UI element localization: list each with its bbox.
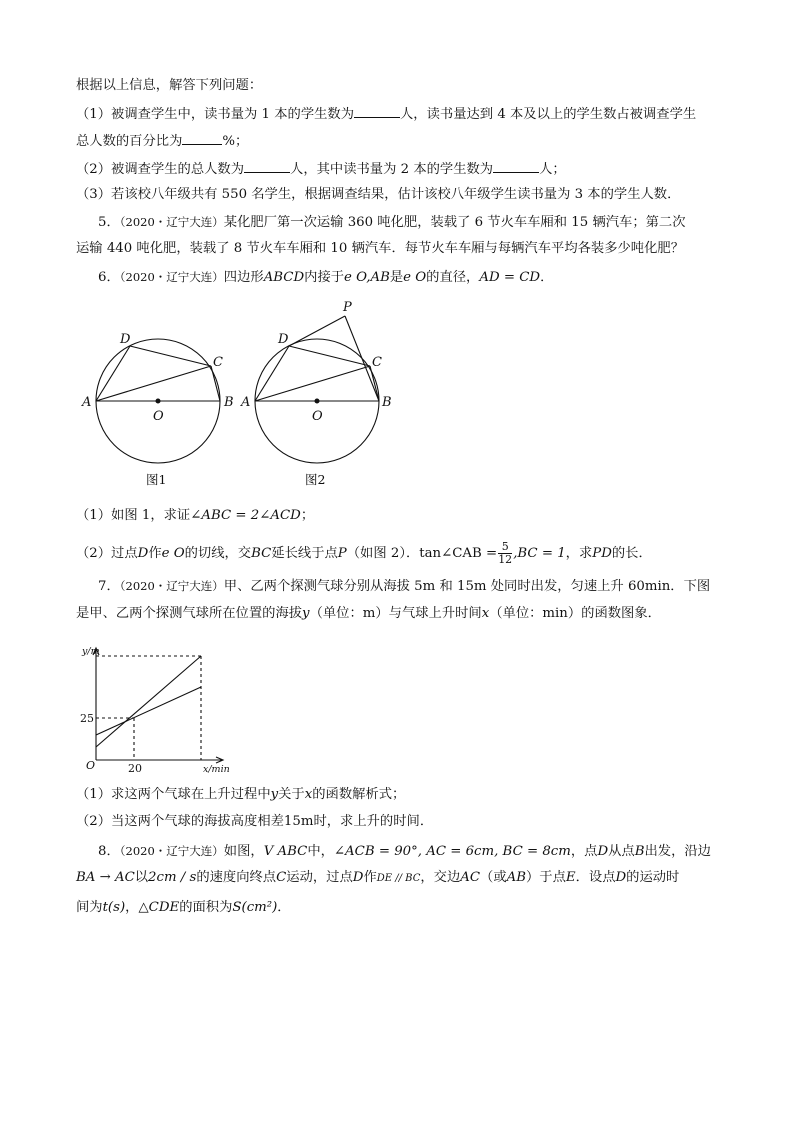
- q6-part1: [76, 507, 314, 525]
- label-o: O: [312, 409, 323, 424]
- q4-p1-text-b: 人，读书量达到 4 本及以上的学生数占被调查学生: [400, 107, 697, 122]
- fraction-denominator: 12: [498, 553, 513, 566]
- q4-p1-text-d: %；: [222, 134, 249, 149]
- q4-p1-text-c: 总人数的百分比为: [76, 134, 183, 149]
- q6-math: AD = CD: [479, 270, 541, 285]
- q8-math: ∠ACB = 90°, AC = 6cm, BC = 8cm: [333, 844, 571, 859]
- q8-math: 2cm / s: [148, 870, 197, 885]
- q8-text: ，点: [570, 844, 598, 859]
- q6-text: 四边形: [223, 270, 264, 285]
- q8-text: 运动，过点: [286, 870, 353, 885]
- q6-text: 是: [389, 270, 404, 285]
- q6-p2-math: ,BC = 1: [513, 546, 566, 561]
- q5-number: 5．: [98, 215, 120, 230]
- q4-part3: （3）若该校八年级共有 550 名学生，根据调查结果，估计该校八年级学生读书量为 3 本的学生人数．: [76, 187, 681, 202]
- q7-part2: （2）当这两个气球的海拔高度相差15m时，求上升的时间．: [76, 814, 434, 829]
- label-b: B: [224, 395, 234, 410]
- label-a: A: [241, 395, 251, 410]
- q4-p2-text-a: （2）被调查学生的总人数为: [76, 162, 245, 177]
- q6-text: 的直径，: [426, 270, 480, 285]
- q6-p2-text: （如图 2）．: [346, 546, 420, 561]
- center-point: [315, 399, 319, 403]
- q7-p1-math: y: [270, 787, 279, 802]
- q6-math: e O,: [344, 270, 371, 285]
- segment-ac: [255, 366, 370, 401]
- q8-math: D: [597, 844, 609, 859]
- q6-p2-math: D: [137, 546, 149, 561]
- q8-text: ．: [277, 900, 291, 915]
- q7-text: 是甲、乙两个探测气球所在位置的海拔: [76, 606, 303, 621]
- q6-math: AB: [370, 270, 390, 285]
- q7-line2: [76, 605, 661, 623]
- q8-text: 作: [363, 870, 377, 885]
- q7-line1: [98, 577, 710, 596]
- segment-cb: [211, 366, 220, 401]
- q8-math: AC: [460, 870, 481, 885]
- q8-text: 的面积为: [179, 900, 233, 915]
- q6-p2-text: 的长．: [611, 546, 652, 561]
- q7-math: y: [302, 606, 310, 621]
- q7-math: x: [481, 606, 490, 621]
- q6-p2-math: P: [337, 546, 347, 561]
- figure-2: [255, 316, 379, 463]
- q6-p2-text: 的切线，交: [184, 546, 252, 561]
- q8-math: t(s): [102, 900, 126, 915]
- center-point: [156, 399, 160, 403]
- q8-text: 如图，: [223, 844, 264, 859]
- q4-p2-text-c: 人；: [539, 162, 566, 177]
- q8-line2: [76, 869, 679, 888]
- figure-2-caption: 图2: [305, 472, 326, 487]
- q5-text-1: 某化肥厂第一次运输 360 吨化肥，装载了 6 节火车车厢和 15 辆汽车；第二次: [223, 215, 686, 230]
- q6-p2-text: 作: [148, 546, 162, 561]
- q8-math: S(cm²): [232, 900, 278, 915]
- q7-p1-math: x: [304, 787, 313, 802]
- q6-p2-text: （2）过点: [76, 546, 138, 561]
- q6-p2-math: e O: [161, 546, 185, 561]
- figure-1-caption: 图1: [146, 472, 167, 487]
- segment-cb: [370, 366, 379, 401]
- label-c: C: [372, 355, 382, 370]
- q6-math: e O: [403, 270, 427, 285]
- q8-text: 出发，沿边: [644, 844, 711, 859]
- figure-2-labels: [240, 300, 392, 424]
- q6-p2-math: tan∠CAB =: [419, 546, 498, 561]
- q4-p1-text-a: （1）被调查学生中，读书量为 1 本的学生数为: [76, 107, 355, 122]
- q8-math: D: [615, 870, 627, 885]
- q6-p2-math: BC: [251, 546, 272, 561]
- label-d: D: [278, 332, 289, 347]
- q8-text: ，交边: [420, 870, 461, 885]
- q8-number: 8．: [98, 844, 120, 859]
- q8-math: AB: [506, 870, 526, 885]
- q8-source: （2020・辽宁大连）: [119, 844, 224, 858]
- q7-text-1: 甲、乙两个探测气球分别从海拔 5m 和 15m 处同时出发，匀速上升 60min．下图: [223, 579, 711, 594]
- label-o: O: [153, 409, 164, 424]
- q7-p1-text: （1）求这两个气球在上升过程中: [76, 787, 271, 802]
- q7-text: （单位：min）的函数图象．: [489, 606, 661, 621]
- fraction-5-12: [498, 541, 512, 566]
- q6-p1-math: ∠ABC = 2∠ACD: [190, 508, 301, 523]
- q7-p1-text: 关于: [278, 787, 305, 802]
- q5-source: （2020・辽宁大连）: [119, 215, 224, 229]
- x-axis-label: x/min: [203, 764, 230, 775]
- q8-text: （或: [480, 870, 507, 885]
- q6-part2: [76, 541, 652, 566]
- segment-ac: [96, 366, 211, 401]
- q8-math: B: [634, 844, 645, 859]
- q8-math: △CDE: [138, 900, 180, 915]
- q6-p2-text: 延长线于点: [271, 546, 338, 561]
- label-a: A: [82, 395, 92, 410]
- intro-text: 根据以上信息，解答下列问题：: [76, 78, 263, 93]
- q6-text: ．: [540, 270, 554, 285]
- x-tick-20: 20: [128, 762, 142, 775]
- q6-p1-text: ；: [300, 508, 315, 523]
- figure-1-labels: [81, 332, 234, 424]
- label-d: D: [120, 332, 131, 347]
- q8-math: E: [565, 870, 576, 885]
- segment-dc: [130, 346, 211, 366]
- origin-label: O: [86, 759, 96, 772]
- q8-math: V ABC: [263, 844, 308, 859]
- q4-p2-text-b: 人，其中读书量为 2 本的学生数为: [290, 162, 494, 177]
- label-b: B: [382, 395, 392, 410]
- q6-p1-text: （1）如图 1，求证: [76, 508, 191, 523]
- q8-text: 从点: [608, 844, 635, 859]
- q6-math: ABCD: [263, 270, 305, 285]
- q8-math: D: [352, 870, 364, 885]
- q6-source: （2020・辽宁大连）: [119, 270, 224, 284]
- q8-text: ）于点: [526, 870, 566, 885]
- q6-text: 内接于: [304, 270, 345, 285]
- q8-math: DE // BC: [376, 873, 421, 884]
- tangent-dp: [289, 316, 345, 346]
- figure-1: [96, 339, 220, 463]
- q8-line1: [98, 842, 711, 861]
- q8-text: 中，: [307, 844, 334, 859]
- label-c: C: [213, 355, 223, 370]
- q8-line3: [76, 899, 291, 917]
- q8-text: 以: [134, 870, 149, 885]
- q6-p2-text: ，求: [565, 546, 593, 561]
- q7-p1-text: 的函数解析式；: [312, 787, 406, 802]
- label-p: P: [343, 300, 352, 315]
- q7-number: 7．: [98, 579, 120, 594]
- q7-part1: [76, 786, 405, 804]
- q5-line2: 运输 440 吨化肥，装载了 8 节火车车厢和 10 辆汽车．每节火车车厢与每辆汽车平均各装多少吨化肥？: [76, 241, 684, 256]
- fraction-numerator: 5: [498, 541, 512, 554]
- q8-text: ，: [125, 900, 139, 915]
- q8-math: C: [276, 870, 287, 885]
- q8-text: 间为: [76, 900, 103, 915]
- y-axis-label: y/m: [82, 646, 100, 657]
- q8-math: BA → AC: [76, 870, 135, 885]
- q8-text: 的运动时: [626, 870, 680, 885]
- y-tick-25: 25: [80, 712, 94, 725]
- q8-text: 的速度向终点: [196, 870, 277, 885]
- q7-text: （单位：m）与气球上升时间: [309, 606, 482, 621]
- q6-p2-math: PD: [592, 546, 612, 561]
- q8-text: ．设点: [575, 870, 616, 885]
- q7-source: （2020・辽宁大连）: [119, 579, 224, 593]
- q6-number: 6．: [98, 270, 120, 285]
